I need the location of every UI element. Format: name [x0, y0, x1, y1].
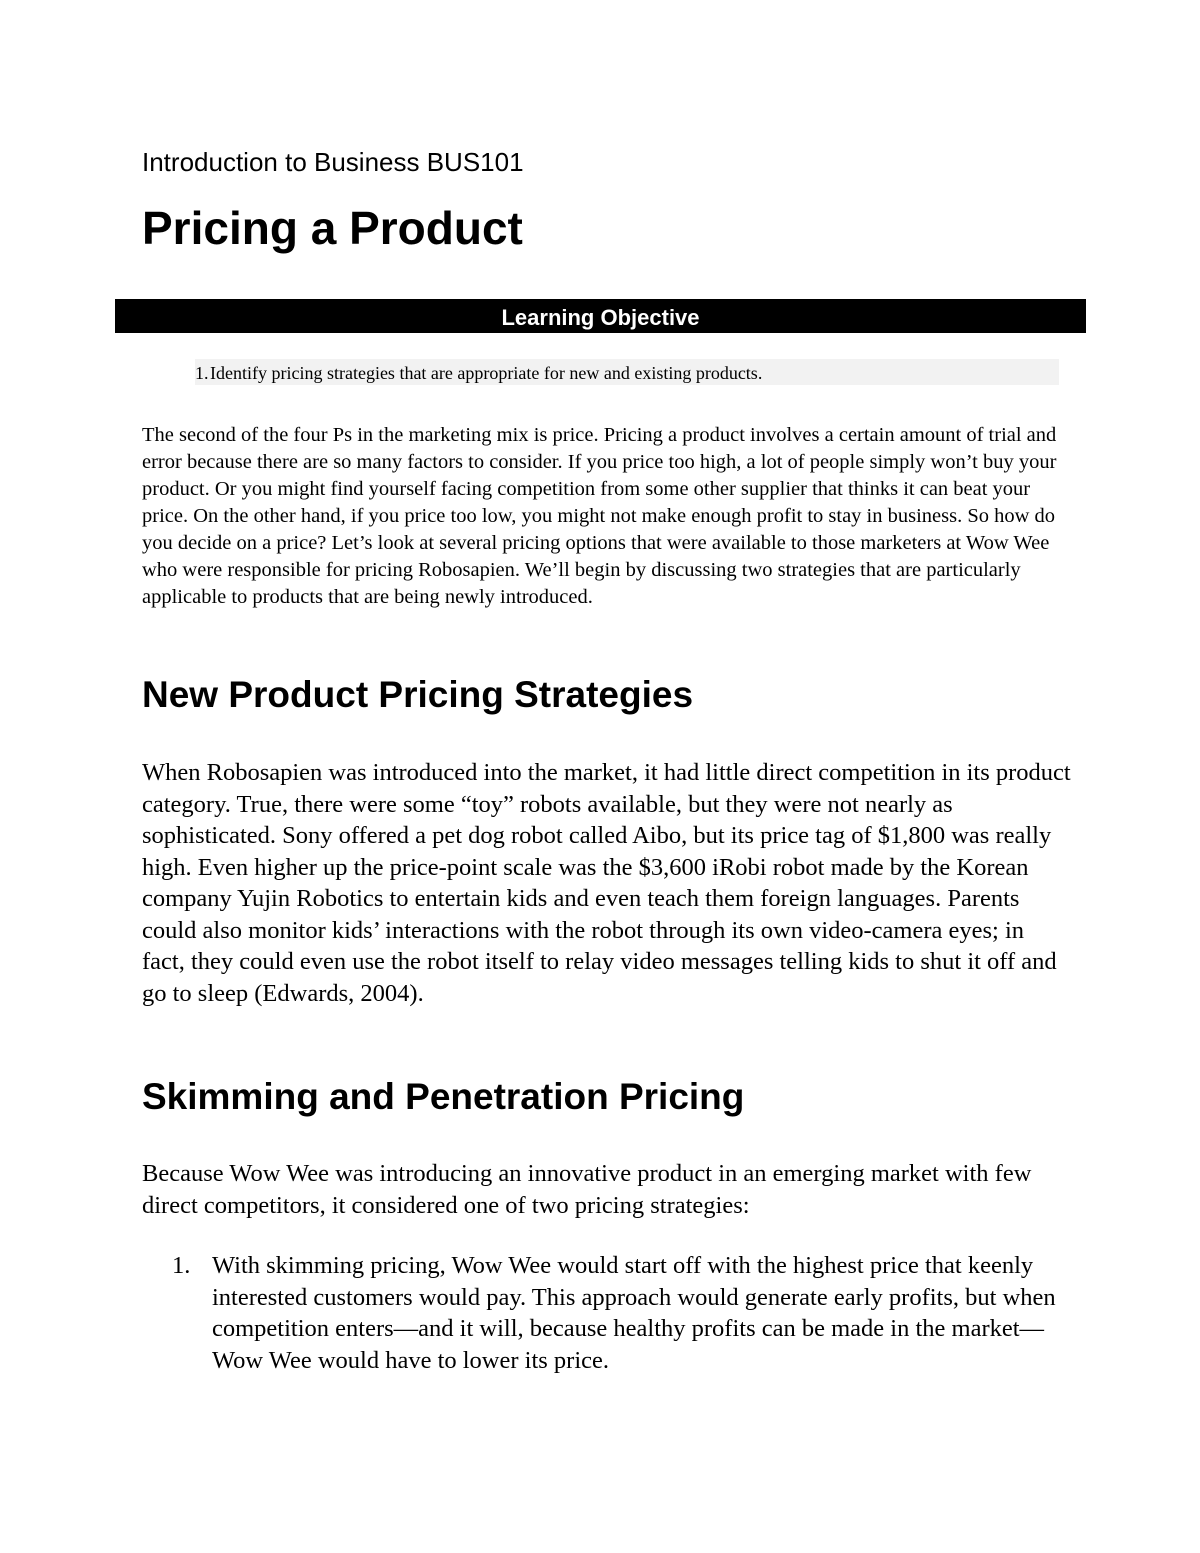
page-title: Pricing a Product: [142, 202, 523, 254]
course-title: Introduction to Business BUS101: [142, 147, 524, 177]
learning-objective-item: [195, 359, 1059, 387]
list-number: 1.: [172, 1252, 191, 1279]
learning-objective-list: [195, 359, 1059, 385]
strategy-list: [172, 1250, 1072, 1376]
section-paragraph-skimming: Because Wow Wee was introducing an innovative product in an emerging market with few direct competitors, it considered one of two pricing strategies:: [142, 1160, 1032, 1219]
list-item: [172, 1250, 1072, 1376]
intro-paragraph: The second of the four Ps in the marketing mix is price. Pricing a product involves a certain amount of trial and error because there are so many factors to consider. If you price too high, a lot of people simply won’t buy your product. Or you might find yourself facing competition from some other supplier that thinks it can beat your price. On the other hand, if you price too low, you might not make enough profit to stay in business. So how do you decide on a price? Let’s look at several pricing options that were available to those marketers at Wow Wee who were responsible for pricing Robosapien. We’ll begin by discussing two strategies that are particularly applicable to products that are being newly introduced.: [142, 424, 1057, 608]
learning-objective-heading: Learning Objective: [115, 299, 1086, 333]
section-paragraph-new-product: When Robosapien was introduced into the market, it had little direct competition in its product category. True, there were some “toy” robots available, but they were not nearly as sophisticated. Sony offered a pet dog robot called Aibo, but its price tag of $1,800 was really high. Even higher up the price-point scale was the $3,600 iRobi robot made by the Korean company Yujin Robotics to entertain kids and even teach them foreign languages. Parents could also monitor kids’ interactions with the robot through its own video-camera eyes; in fact, they could even use the robot itself to relay video messages telling kids to shut it off and go to sleep (Edwards, 2004).: [142, 759, 1071, 1007]
section-heading-skimming: Skimming and Penetration Pricing: [142, 1076, 745, 1117]
list-item-text: With skimming pricing, Wow Wee would start off with the highest price that keenly interested customers would pay. This approach would generate early profits, but when competition enters—and it will, because healthy profits can be made in the market—Wow Wee would have to lower its price.: [212, 1252, 1056, 1374]
learning-objective-text: Identify pricing strategies that are appropriate for new and existing products.: [210, 363, 763, 383]
list-number: 1.: [195, 363, 209, 383]
section-heading-new-product: New Product Pricing Strategies: [142, 674, 694, 715]
